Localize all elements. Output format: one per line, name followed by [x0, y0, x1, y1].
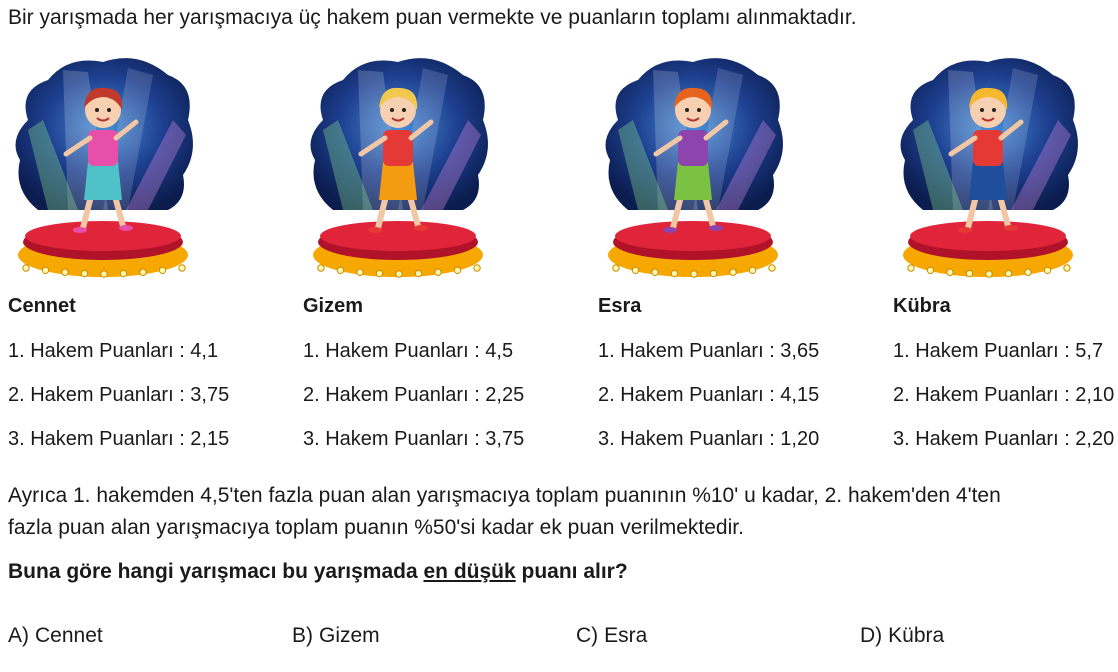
judge-3-score: 3. Hakem Puanları : 2,20 [893, 428, 1115, 450]
intro-text: Bir yarışmada her yarışmacıya üç hakem puan vermekte ve puanların toplamı alınmaktadır. [8, 6, 857, 29]
judge-2-score: 2. Hakem Puanları : 2,10 [893, 384, 1115, 406]
judge-2-score: 2. Hakem Puanları : 3,75 [8, 384, 230, 406]
option-text: Cennet [35, 624, 103, 647]
question-emphasis: en düşük [423, 560, 516, 583]
dancer-illustration [598, 50, 788, 286]
judge-2-score: 2. Hakem Puanları : 2,25 [303, 384, 525, 406]
judge-1-score: 1. Hakem Puanları : 4,1 [8, 340, 219, 362]
rules-paragraph [8, 480, 1116, 544]
option-a[interactable] [8, 624, 103, 648]
question-after: puanı alır? [515, 560, 628, 583]
option-label: C) [576, 624, 599, 647]
option-label: D) [860, 624, 883, 647]
judge-3-score: 3. Hakem Puanları : 3,75 [303, 428, 525, 450]
option-c[interactable] [576, 624, 647, 648]
judge-3-score: 3. Hakem Puanları : 2,15 [8, 428, 230, 450]
judge-2-score: 2. Hakem Puanları : 4,15 [598, 384, 820, 406]
option-text: Gizem [319, 624, 380, 647]
contestant-name: Gizem [303, 295, 364, 317]
question-text [8, 560, 628, 584]
contestant-name: Esra [598, 295, 642, 317]
judge-1-score: 1. Hakem Puanları : 3,65 [598, 340, 820, 362]
option-d[interactable] [860, 624, 944, 648]
option-label: A) [8, 624, 29, 647]
option-text: Esra [604, 624, 648, 647]
judge-3-score: 3. Hakem Puanları : 1,20 [598, 428, 820, 450]
judge-1-score: 1. Hakem Puanları : 4,5 [303, 340, 514, 362]
option-b[interactable] [292, 624, 380, 648]
question-before: Buna göre hangi yarışmacı bu yarışmada [8, 560, 424, 583]
rules-line-2: fazla puan alan yarışmacıya toplam puanın %50'si kadar ek puan verilmektedir. [8, 516, 744, 539]
contestant-name: Cennet [8, 295, 76, 317]
contestant-name: Kübra [893, 295, 951, 317]
rules-line-1: Ayrıca 1. hakemden 4,5'ten fazla puan alan yarışmacıya toplam puanının %10' u kadar, 2. hakem'den 4'ten [8, 484, 1001, 507]
judge-1-score: 1. Hakem Puanları : 5,7 [893, 340, 1104, 362]
dancer-illustration [8, 50, 198, 286]
dancer-illustration [893, 50, 1083, 286]
dancer-illustration [303, 50, 493, 286]
option-label: B) [292, 624, 313, 647]
option-text: Kübra [888, 624, 945, 647]
